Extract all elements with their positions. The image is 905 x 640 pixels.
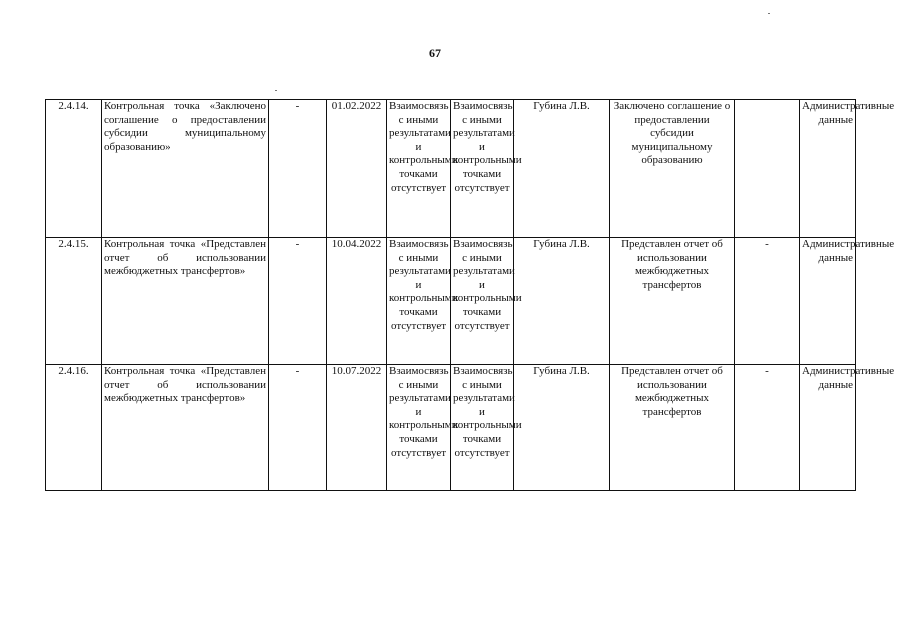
date-cell: 01.02.2022 (327, 100, 387, 238)
scan-speck (768, 13, 770, 14)
info-system-cell: - (735, 238, 800, 365)
responsible-cell: Губина Л.В. (514, 238, 610, 365)
source-cell: Административные данные (800, 100, 856, 238)
date-cell: 10.04.2022 (327, 238, 387, 365)
link-prev-cell: Взаимосвязь с иными результатами и контрольными точками отсутствует (387, 238, 451, 365)
responsible-cell: Губина Л.В. (514, 365, 610, 491)
responsible-cell: Губина Л.В. (514, 100, 610, 238)
link-next-cell: Взаимосвязь с иными результатами и контрольными точками отсутствует (451, 365, 514, 491)
control-points-table (45, 99, 895, 491)
page-number: 67 (429, 46, 441, 60)
date-cell: 10.07.2022 (327, 365, 387, 491)
info-system-cell (735, 100, 800, 238)
control-point-name: Контрольная точка «Заключено соглашение о предоставлении субсидии муниципальному образованию» (102, 100, 269, 238)
base-value-cell: - (269, 365, 327, 491)
result-cell: Представлен отчет об использовании межбюджетных трансфертов (610, 365, 735, 491)
link-prev-cell: Взаимосвязь с иными результатами и контрольными точками отсутствует (387, 100, 451, 238)
info-system-cell: - (735, 365, 800, 491)
result-cell: Заключено соглашение о предоставлении субсидии муниципальному образованию (610, 100, 735, 238)
control-point-name: Контрольная точка «Представлен отчет об использовании межбюджетных трансфертов» (102, 238, 269, 365)
result-cell: Представлен отчет об использовании межбюджетных трансфертов (610, 238, 735, 365)
link-prev-cell: Взаимосвязь с иными результатами и контрольными точками отсутствует (387, 365, 451, 491)
source-cell: Административные данные (800, 238, 856, 365)
scan-speck (275, 90, 277, 91)
table-row (46, 100, 856, 238)
table-row (46, 365, 856, 491)
source-cell: Административные данные (800, 365, 856, 491)
link-next-cell: Взаимосвязь с иными результатами и контрольными точками отсутствует (451, 100, 514, 238)
base-value-cell: - (269, 238, 327, 365)
control-point-name: Контрольная точка «Представлен отчет об использовании межбюджетных трансфертов» (102, 365, 269, 491)
row-id: 2.4.15. (46, 238, 102, 365)
row-id: 2.4.16. (46, 365, 102, 491)
table-row (46, 238, 856, 365)
row-id: 2.4.14. (46, 100, 102, 238)
link-next-cell: Взаимосвязь с иными результатами и контрольными точками отсутствует (451, 238, 514, 365)
base-value-cell: - (269, 100, 327, 238)
